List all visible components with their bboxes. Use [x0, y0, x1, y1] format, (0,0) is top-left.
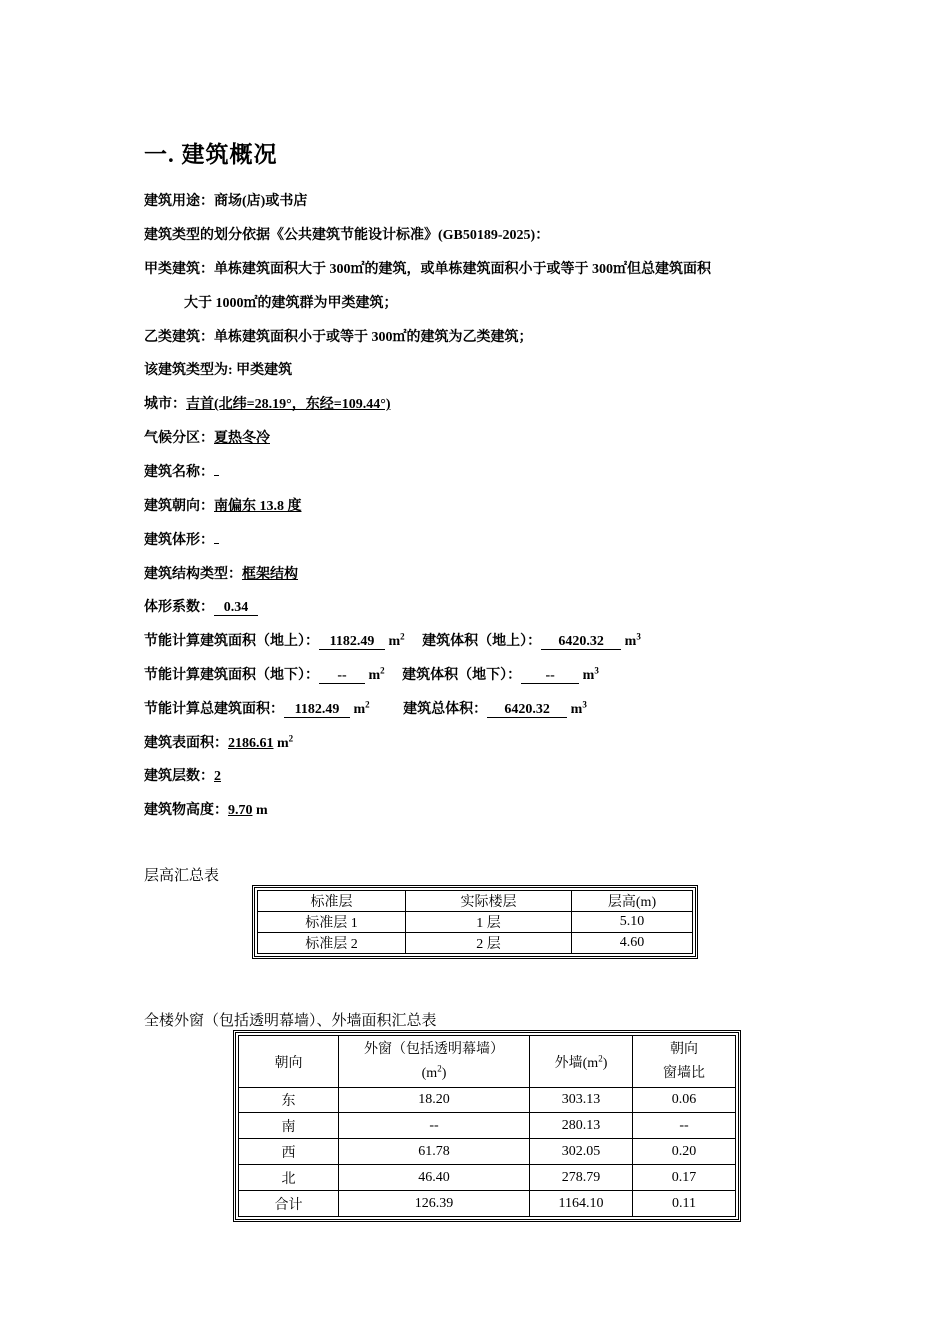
window-wall-table: [233, 1030, 741, 1222]
shape-coefficient: 体形系数： 0.34: [144, 596, 258, 616]
section-heading: 一. 建筑概况: [144, 142, 278, 167]
height-value: 9.70: [228, 803, 253, 818]
structure-type: 建筑结构类型：框架结构: [144, 567, 298, 582]
orientation-value: 南偏东 13.8 度: [214, 499, 302, 514]
building-use: 建筑用途：商场(店)或书店: [144, 194, 308, 209]
city-value: 吉首(北纬=28.19°，东经=109.44°): [186, 397, 391, 412]
building-shape: 建筑体形：: [144, 529, 219, 549]
window-table-caption: 全楼外窗（包括透明幕墙）、外墙面积汇总表: [144, 1013, 437, 1029]
climate-zone: 气候分区：夏热冬冷: [144, 431, 270, 446]
table-row: 西 61.78 302.05 0.20: [239, 1139, 736, 1165]
above-ground-area-volume: 节能计算建筑面积（地上）： 1182.49 $m^2$ 建筑体积（地上）： 6420.32 $m^3$: [144, 631, 641, 649]
table-row: 标准层 1 1 层 5.10: [258, 912, 693, 933]
building-orientation: 建筑朝向：南偏东 13.8 度: [144, 499, 302, 514]
structure-value: 框架结构: [242, 567, 298, 582]
building-name: 建筑名称：: [144, 461, 219, 481]
building-type: 该建筑类型为: 甲类建筑: [144, 363, 293, 378]
total-area-value: 1182.49: [284, 702, 350, 718]
below-ground-area-volume: 节能计算建筑面积（地下）： -- $m^2$ 建筑体积（地下）： -- $m^3$: [144, 665, 599, 683]
table-row: 东 18.20 303.13 0.06: [239, 1088, 736, 1113]
building-name-value: [214, 475, 219, 476]
building-height: 建筑物高度：9.70 m: [144, 803, 268, 818]
above-area-value: 1182.49: [319, 634, 385, 650]
shape-value: [214, 543, 219, 544]
city: 城市：吉首(北纬=28.19°，东经=109.44°): [144, 397, 391, 412]
table-header-row: 朝向 外窗（包括透明幕墙） $(m^2)$ 外墙$(m^2)$ 朝向 窗墙比: [239, 1036, 736, 1088]
floor-count: 建筑层数：2: [144, 769, 221, 784]
floor-count-value: 2: [214, 769, 221, 784]
total-area-volume: 节能计算总建筑面积： 1182.49 $m^2$ 建筑总体积： 6420.32 $m^3$: [144, 699, 587, 717]
shape-coef-value: 0.34: [214, 600, 258, 616]
type-a-line2: 大于 1000㎡的建筑群为甲类建筑；: [184, 296, 398, 311]
table-header-row: 标准层 实际楼层 层高(m): [258, 891, 693, 912]
below-area-value: --: [319, 668, 365, 684]
table-row: 南 -- 280.13 --: [239, 1113, 736, 1139]
below-volume-value: --: [521, 668, 579, 684]
surface-value: 2186.61: [228, 736, 274, 751]
surface-area: 建筑表面积：2186.61 $m^2$: [144, 733, 294, 751]
total-volume-value: 6420.32: [487, 702, 567, 718]
floor-table-caption: 层高汇总表: [144, 868, 220, 884]
above-volume-value: 6420.32: [541, 634, 621, 650]
climate-value: 夏热冬冷: [214, 431, 270, 446]
table-total-row: 合计 126.39 1164.10 0.11: [239, 1191, 736, 1217]
table-row: 标准层 2 2 层 4.60: [258, 933, 693, 954]
type-b: 乙类建筑：单栋建筑面积小于或等于 300㎡的建筑为乙类建筑；: [144, 330, 533, 345]
type-a-line1: 甲类建筑：单栋建筑面积大于 300㎡的建筑，或单栋建筑面积小于或等于 300㎡但总建筑面积: [144, 262, 711, 277]
type-basis: 建筑类型的划分依据《公共建筑节能设计标准》(GB50189-2025)：: [144, 228, 550, 243]
floor-height-table: [252, 885, 698, 959]
table-row: 北 46.40 278.79 0.17: [239, 1165, 736, 1191]
